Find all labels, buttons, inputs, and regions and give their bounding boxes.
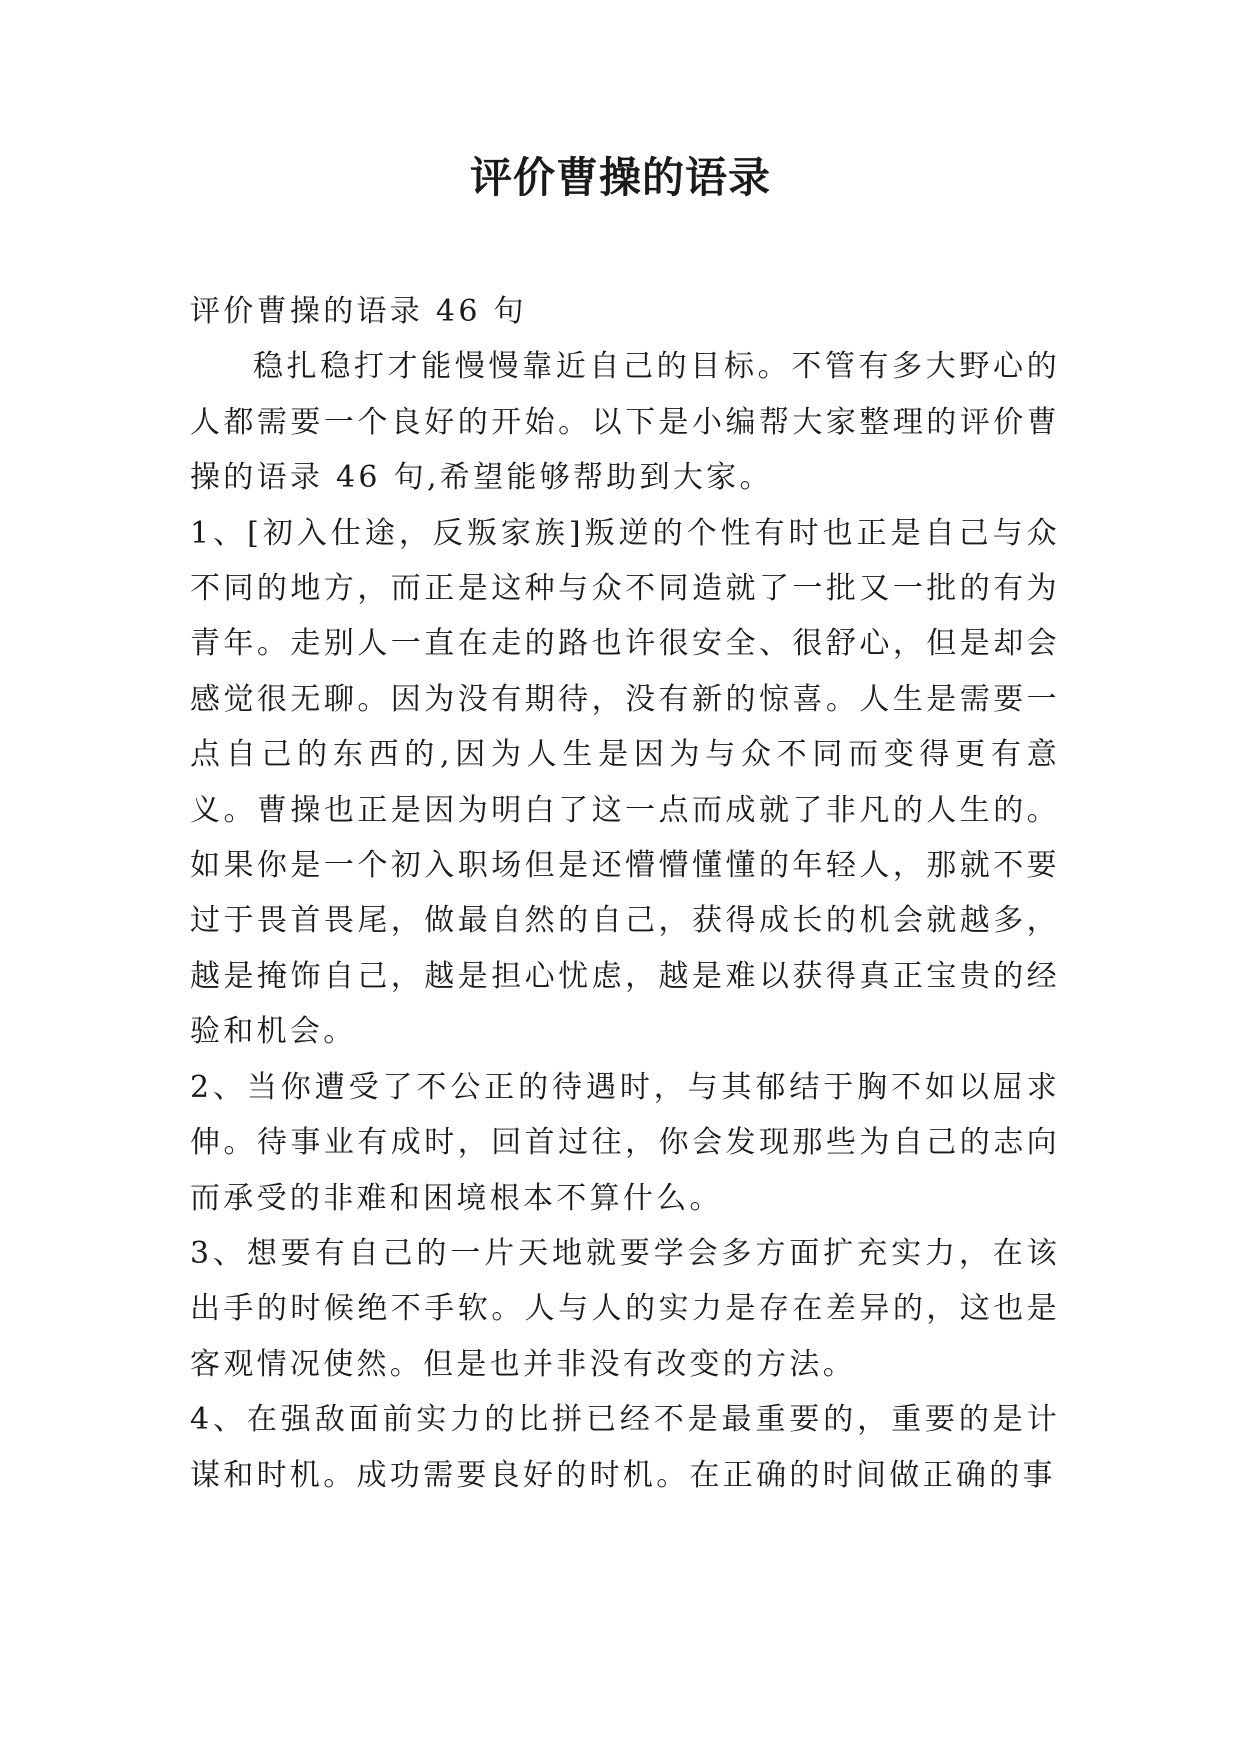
quote-item-1: 1、[初入仕途，反叛家族]叛逆的个性有时也正是自己与众不同的地方，而正是这种与众不同造就了一批又一批的有为青年。走别人一直在走的路也许很安全、很舒心，但是却会感觉很无聊。因为没有期待，没有新的惊喜。人生是需要一点自己的东西的,因为人生是因为与众不同而变得更有意义。曹操也正是因为明白了这一点而成就了非凡的人生的。如果你是一个初入职场但是还懵懵懂懂的年轻人，那就不要过于畏首畏尾，做最自然的自己，获得成长的机会就越多，越是掩饰自己，越是担心忧虑，越是难以获得真正宝贵的经验和机会。 [190,515,1060,1050]
document-body [190,284,1060,1503]
quote-item-4: 4、在强敌面前实力的比拼已经不是最重要的，重要的是计谋和时机。成功需要良好的时机。在正确的时间做正确的事 [190,1402,1060,1493]
intro-paragraph: 稳扎稳打才能慢慢靠近自己的目标。不管有多大野心的人都需要一个良好的开始。以下是小编帮大家整理的评价曹操的语录 46 句,希望能够帮助到大家。 [190,349,1060,496]
quote-item-3: 3、想要有自己的一片天地就要学会多方面扩充实力，在该出手的时候绝不手软。人与人的实力是存在差异的，这也是客观情况使然。但是也并非没有改变的方法。 [190,1235,1060,1382]
document-subtitle: 评价曹操的语录 46 句 [190,294,527,329]
quote-item-2: 2、当你遭受了不公正的待遇时，与其郁结于胸不如以屈求伸。待事业有成时，回首过往，你会发现那些为自己的志向而承受的非难和困境根本不算什么。 [190,1069,1060,1216]
document-title: 评价曹操的语录 [469,153,771,202]
